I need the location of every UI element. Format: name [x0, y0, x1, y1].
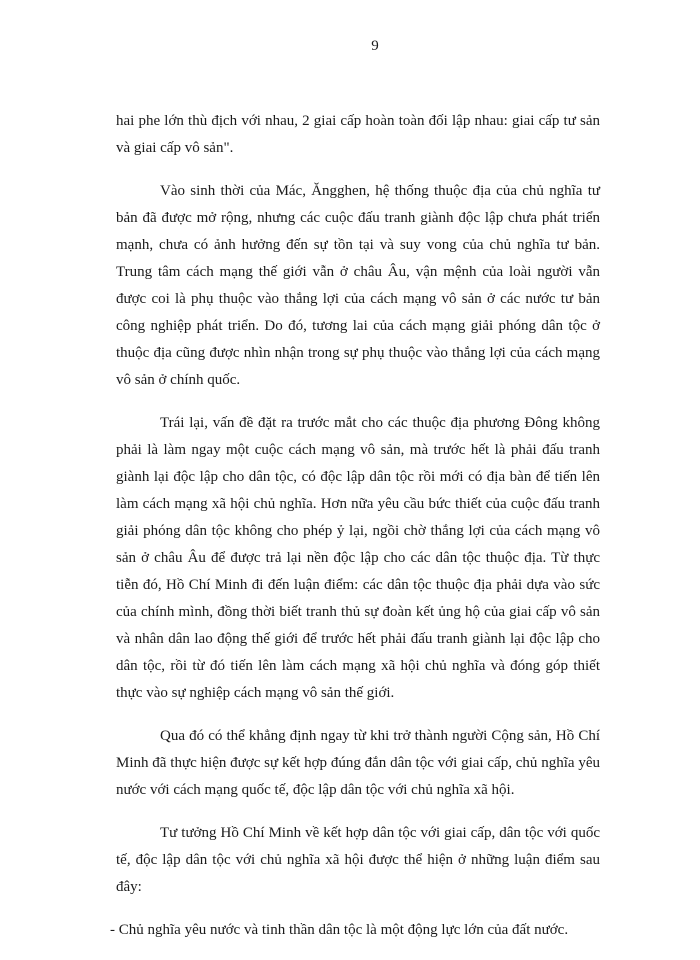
page-number: 9 — [371, 38, 379, 54]
paragraph-marx-engels-era: Vào sinh thời của Mác, Ăngghen, hệ thống thuộc địa của chủ nghĩa tư bản đã được mở rộng, nhưng các cuộc đấu tranh giành độc lập chưa phát triển mạnh, chưa có ảnh hưởng đến sự tồn tại và suy vong của chủ nghĩa tư bản. Trung tâm cách mạng thế giới vẫn ở châu Âu, vận mệnh của loài người vẫn được coi là phụ thuộc vào thắng lợi của cách mạng vô sản ở các nước tư bản công nghiệp phát triển. Do đó, tương lai của cách mạng giải phóng dân tộc ở thuộc địa cũng được nhìn nhận trong sự phụ thuộc vào thắng lợi của cách mạng vô sản ở chính quốc. — [116, 183, 600, 388]
paragraph-eastern-colonies: Trái lại, vấn đề đặt ra trước mắt cho các thuộc địa phương Đông không phải là làm ngay một cuộc cách mạng vô sản, mà trước hết là phải đấu tranh giành lại độc lập cho dân tộc, có độc lập dân tộc rồi mới có địa bàn để tiến lên làm cách mạng xã hội chủ nghĩa. Hơn nữa yêu cầu bức thiết của cuộc đấu tranh giải phóng dân tộc không cho phép ỷ lại, ngồi chờ thắng lợi của cách mạng vô sản ở châu Âu để được trả lại nền độc lập cho các dân tộc thuộc địa. Từ thực tiễn đó, Hồ Chí Minh đi đến luận điểm: các dân tộc thuộc địa phải dựa vào sức của chính mình, đồng thời biết tranh thủ sự đoàn kết ủng hộ của giai cấp vô sản và nhân dân lao động thế giới để trước hết phải đấu tranh giành lại độc lập cho dân tộc, rồi từ đó tiến lên làm cách mạng xã hội chủ nghĩa và đóng góp thiết thực vào sự nghiệp cách mạng vô sản thế giới. — [116, 415, 600, 701]
paragraph-thesis-intro: Tư tưởng Hồ Chí Minh về kết hợp dân tộc với giai cấp, dân tộc với quốc tế, độc lập dân tộc với chủ nghĩa xã hội được thể hiện ở những luận điểm sau đây: — [116, 825, 600, 895]
paragraph-conclusion: Qua đó có thể khẳng định ngay từ khi trở thành người Cộng sản, Hồ Chí Minh đã thực hiện được sự kết hợp đúng đắn dân tộc với giai cấp, chủ nghĩa yêu nước với cách mạng quốc tế, độc lập dân tộc với chủ nghĩa xã hội. — [116, 728, 600, 798]
bullet-point: - Chủ nghĩa yêu nước và tinh thần dân tộc là một động lực lớn của đất nước. — [110, 922, 569, 938]
document-body — [110, 108, 600, 960]
paragraph-continuation: hai phe lớn thù địch với nhau, 2 giai cấp hoàn toàn đối lập nhau: giai cấp tư sản và giai cấp vô sản". — [116, 113, 600, 156]
